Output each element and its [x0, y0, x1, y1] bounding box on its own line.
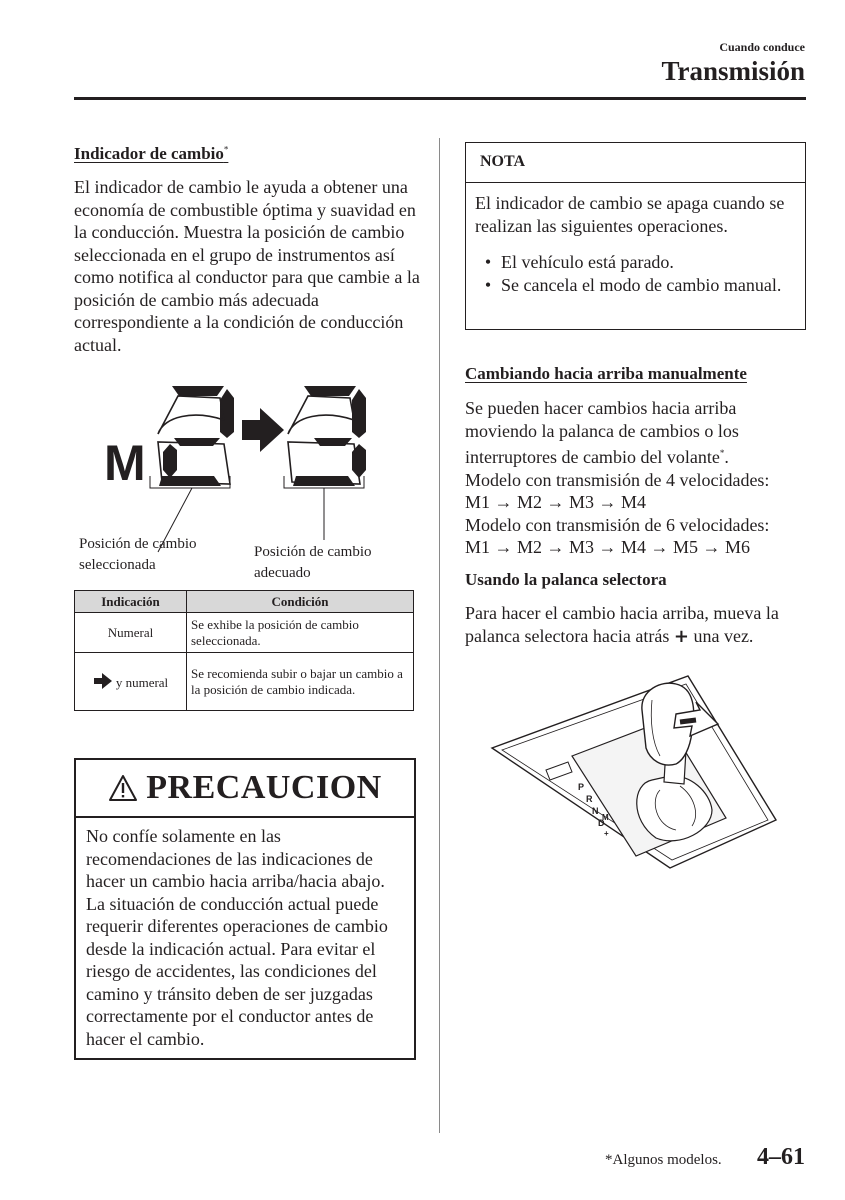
label-selected-line2: seleccionada: [79, 557, 156, 573]
gate-label-plus: +: [604, 829, 609, 838]
arrow-numeral-label: y numeral: [115, 675, 169, 690]
gate-label-r: R: [586, 794, 593, 804]
selector-lever-graphic: [480, 670, 780, 870]
label-selected-position: [79, 534, 196, 576]
cambiando-line-text: interruptores de cambio del volante: [465, 447, 720, 467]
caution-title: PRECAUCION: [146, 769, 382, 806]
header-section: Cuando conduce: [719, 40, 805, 54]
table-header-indicacion: Indicación: [75, 591, 187, 613]
gate-label-n: N: [592, 806, 599, 816]
caution-header: [76, 760, 414, 818]
cambiando-line-end: .: [724, 447, 729, 467]
usando-text-after: una vez.: [693, 625, 754, 646]
cambiando-body: [465, 397, 815, 559]
footnote: *Algunos modelos.: [605, 1152, 722, 1168]
bullet: •: [484, 274, 492, 295]
bullet: •: [484, 252, 492, 272]
bullet-text: El vehículo está parado.: [501, 252, 674, 272]
usando-text-before: Para hacer el cambio hacia arriba, mueva la palanca selectora hacia atrás: [465, 603, 779, 646]
cambiando-line: Modelo con transmisión de 4 velocidades:: [465, 469, 770, 490]
footnote-mark: *: [719, 448, 725, 458]
table-cell-condicion: Se exhibe la posición de cambio seleccionada.: [187, 613, 414, 653]
selector-lever-illustration: [480, 670, 780, 870]
indicador-heading: [74, 144, 228, 164]
digit-suitable: [293, 386, 366, 486]
cambiando-line: [465, 442, 815, 469]
table-row: [75, 613, 414, 653]
footnote-mark: *: [223, 144, 229, 155]
usando-heading: Usando la palanca selectora: [465, 570, 667, 589]
table-cell-indicacion: [75, 653, 187, 711]
cambiando-line: M1 → M2 → M3 → M4: [465, 492, 647, 512]
indicador-body: El indicador de cambio le ayuda a obtener una economía de combustible óptima y suavidad en la conducción. Muestra la posición de cambio seleccionada en el grupo de instrumentos así como notifica al conductor para que cambie a la posición de cambio más adecuada correspondiente a la condición de conducción actual.: [74, 177, 420, 355]
note-intro: El indicador de cambio se apaga cuando se realizan las siguientes operaciones.: [475, 193, 785, 236]
label-suitable-line1: Posición de cambio: [254, 544, 372, 560]
cambiando-line: Modelo con transmisión de 6 velocidades:: [465, 514, 770, 535]
cambiando-line: M1 → M2 → M3 → M4 → M5 → M6: [465, 537, 751, 557]
gate-label-m: M: [602, 813, 609, 822]
note-body: [466, 183, 805, 296]
header-rule: [74, 97, 806, 100]
indicador-heading-text: Indicador de cambio: [74, 144, 224, 163]
plus-symbol: +: [673, 625, 689, 647]
usando-body: [465, 602, 815, 648]
table-row: [75, 653, 414, 711]
warning-triangle-icon: [108, 774, 138, 802]
bullet-text: Se cancela el modo de cambio manual.: [501, 274, 782, 295]
cambiando-heading: Cambiando hacia arriba manualmente: [465, 364, 747, 383]
cambiando-line: Se pueden hacer cambios hacia arriba: [465, 398, 737, 418]
label-suitable-line2: adecuado: [254, 565, 311, 581]
mode-letter: M: [104, 435, 146, 491]
gate-label-p: P: [578, 782, 585, 792]
table-cell-indicacion: Numeral: [75, 613, 187, 653]
caution-box: [74, 758, 416, 1060]
digit-selected: [159, 386, 234, 486]
indication-table: [74, 590, 414, 711]
page-title: Transmisión: [661, 56, 805, 86]
note-title: NOTA: [466, 143, 805, 183]
label-suitable-position: [254, 542, 371, 584]
shift-arrow-icon: [242, 408, 284, 452]
note-box: [465, 142, 806, 330]
column-divider: [439, 138, 440, 1133]
list-item: [475, 251, 797, 274]
table-cell-condicion: Se recomienda subir o bajar un cambio a la posición de cambio indicada.: [187, 653, 414, 711]
table-header-row: [75, 591, 414, 613]
cambiando-line: moviendo la palanca de cambios o los: [465, 420, 739, 441]
gate-label-d: D: [598, 818, 605, 828]
shift-indicator-diagram: [74, 380, 424, 590]
caution-body: No confíe solamente en las recomendaciones de las indicaciones de hacer un cambio hacia arriba/hacia abajo. La situación de conducción actual puede requerir diferentes operaciones de cambio desde la indicación actual. Para evitar el riesgo de accidentes, las condiciones del camino y tránsito deben de ser juzgadas correctamente por el conductor antes de hacer el cambio.: [86, 826, 388, 1049]
label-selected-line1: Posición de cambio: [79, 536, 197, 552]
list-item: [475, 274, 797, 297]
shift-arrow-icon: [93, 672, 113, 690]
table-header-condicion: Condición: [187, 591, 414, 613]
page-number: 4–61: [757, 1144, 805, 1170]
